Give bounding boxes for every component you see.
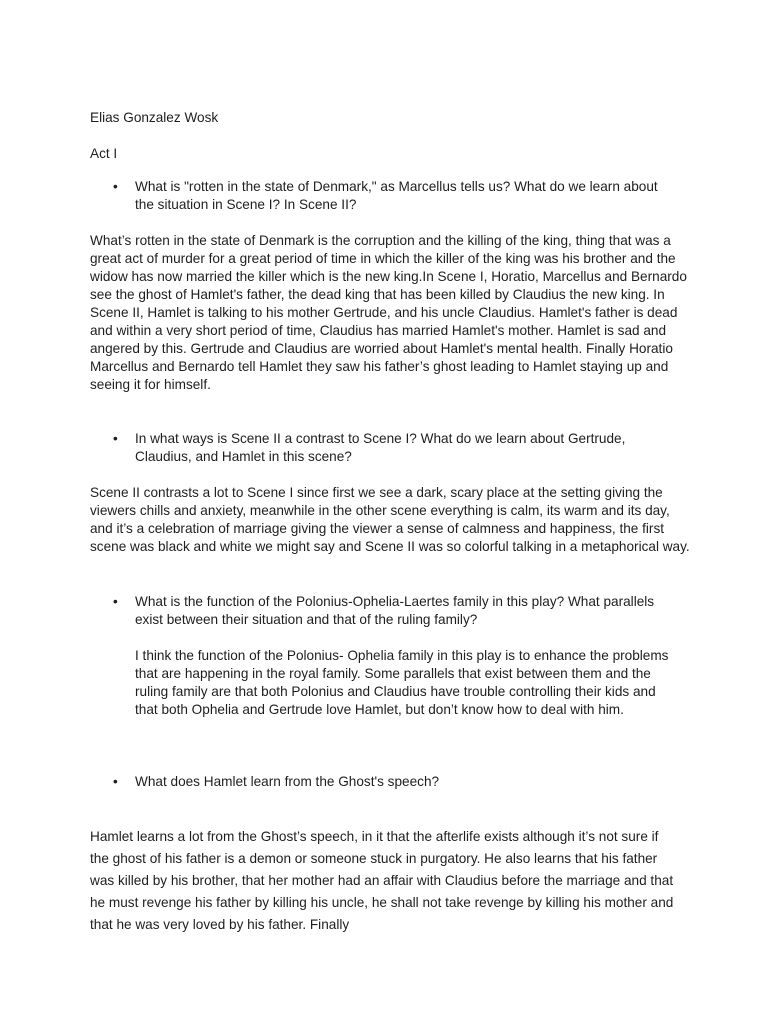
question-text: What is the function of the Polonius-Ophelia-Laertes family in this play? What parallels exist between their situation and that of the ruling family? bbox=[135, 594, 655, 627]
answer-paragraph: Hamlet learns a lot from the Ghost’s speech, in it that the afterlife exists although it’s not sure if the ghost of his father is a demon or someone stuck in purgatory. He also learns that his father was killed by his brother, that her mother had an affair with Claudius before the marriage and that he must revenge his father by killing his uncle, he shall not take revenge by killing his mother and that he was very loved by his father. Finally bbox=[90, 829, 674, 932]
bullet-icon: • bbox=[113, 774, 118, 789]
author-name: Elias Gonzalez Wosk bbox=[90, 110, 219, 125]
answer-paragraph: Scene II contrasts a lot to Scene I since first we see a dark, scary place at the setting giving the viewers chills and anxiety, meanwhile in the other scene everything is calm, its warm and its day, and it’s a celebration of marriage giving the viewer a sense of calmness and happiness, the first scene was black and white we might say and Scene II was so colorful talking in a metaphorical way. bbox=[90, 485, 690, 554]
bullet-icon: • bbox=[113, 179, 118, 194]
question-text: What does Hamlet learn from the Ghost's speech? bbox=[135, 774, 440, 789]
question-text: What is "rotten in the state of Denmark," as Marcellus tells us? What do we learn about the situation in Scene I? In Scene II? bbox=[135, 179, 658, 212]
answer-paragraph: What’s rotten in the state of Denmark is the corruption and the killing of the king, thing that was a great act of murder for a great period of time in which the killer of the king was his brother and the widow has now married the killer which is the new king.In Scene I, Horatio, Marcellus and Bernardo see the ghost of Hamlet's father, the dead king that has been killed by Claudius the new king. In Scene II, Hamlet is talking to his mother Gertrude, and his uncle Claudius. Hamlet's father is dead and within a very short period of time, Claudius has married Hamlet's mother. Hamlet is sad and angered by this. Gertrude and Claudius are worried about Hamlet's mental health. Finally Horatio Marcellus and Bernardo tell Hamlet they saw his father’s ghost leading to Hamlet staying up and seeing it for himself. bbox=[90, 233, 687, 392]
bullet-icon: • bbox=[113, 594, 118, 609]
bullet-icon: • bbox=[113, 431, 118, 446]
answer-paragraph: I think the function of the Polonius- Ophelia family in this play is to enhance the problems that are happening in the royal family. Some parallels that exist between them and the ruling family are that both Polonius and Claudius have trouble controlling their kids and that both Ophelia and Gertrude love Hamlet, but don’t know how to deal with him. bbox=[135, 648, 669, 717]
section-heading: Act I bbox=[90, 146, 118, 161]
question-text: In what ways is Scene II a contrast to Scene I? What do we learn about Gertrude, Claudius, and Hamlet in this scene? bbox=[135, 431, 626, 464]
